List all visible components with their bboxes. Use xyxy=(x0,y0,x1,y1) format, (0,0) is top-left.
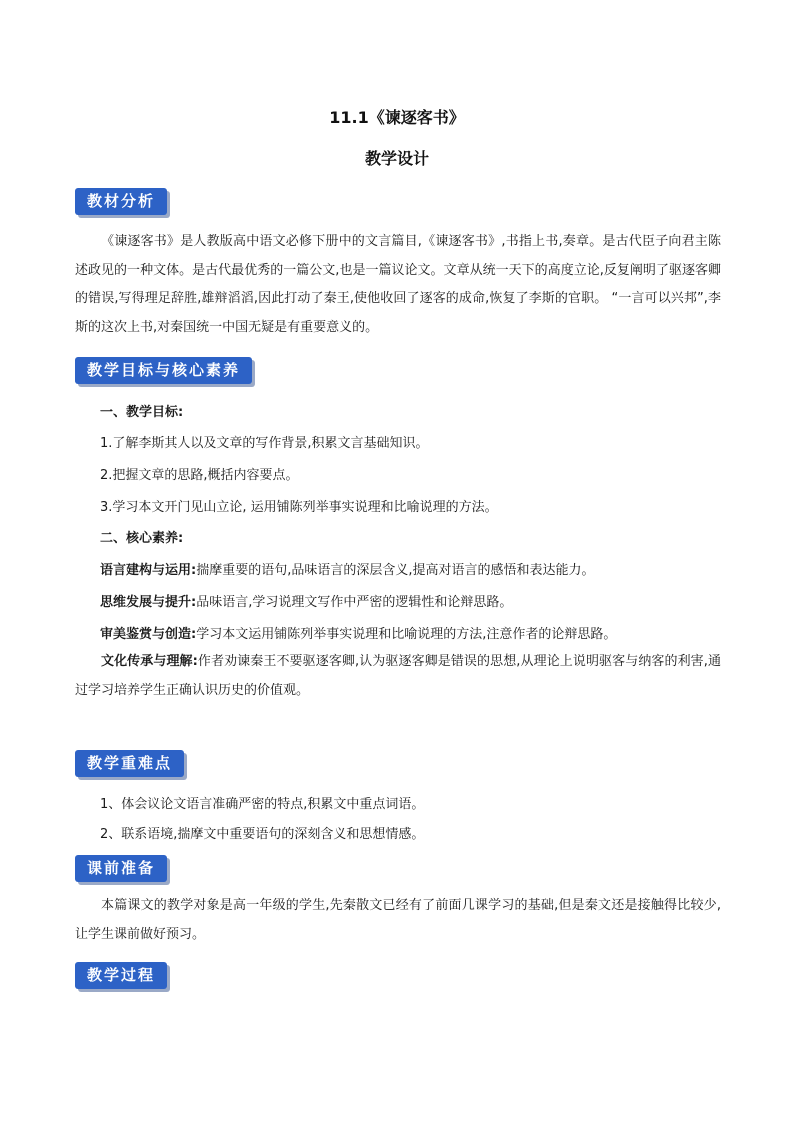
section-heading-difficulty: 教学重难点 xyxy=(75,750,184,777)
document-title: 11.1《谏逐客书》 xyxy=(329,108,465,127)
core-item-label: 文化传承与理解: xyxy=(101,654,198,669)
core-item xyxy=(100,623,740,642)
core-item-text: 作者劝谏秦王不要驱逐客卿,认为驱逐客卿是错误的思想,从理论上说明驱客与纳客的利害,通过学习培养学生正确认识历史的价值观。 xyxy=(75,654,721,698)
core-title: 二、核心素养: xyxy=(100,531,184,546)
core-item-label: 审美鉴赏与创造: xyxy=(100,627,197,642)
goal-item: 2.把握文章的思路,概括内容要点。 xyxy=(100,468,299,483)
prep-paragraph: 本篇课文的教学对象是高一年级的学生,先秦散文已经有了前面几课学习的基础,但是秦文还是接触得比较少,让学生课前做好预习。 xyxy=(75,898,721,942)
difficulty-item: 2、联系语境,揣摩文中重要语句的深刻含义和思想情感。 xyxy=(100,827,425,842)
section-heading-goals: 教学目标与核心素养 xyxy=(75,357,252,384)
core-item-text: 品味语言,学习说理文写作中严密的逻辑性和论辩思路。 xyxy=(196,595,513,610)
core-item xyxy=(100,559,740,578)
section-heading-analysis: 教材分析 xyxy=(75,188,167,215)
core-item-label: 思维发展与提升: xyxy=(100,595,197,610)
section-heading-process: 教学过程 xyxy=(75,962,167,989)
goal-title: 一、教学目标: xyxy=(100,405,184,420)
goal-item: 3.学习本文开门见山立论, 运用铺陈列举事实说理和比喻说理的方法。 xyxy=(100,500,498,515)
core-item xyxy=(75,648,721,705)
analysis-paragraph: 《谏逐客书》是人教版高中语文必修下册中的文言篇目,《谏逐客书》,书指上书,奏章。是古代臣子向君主陈述政见的一种文体。是古代最优秀的一篇公文,也是一篇议论文。文章从统一天下的高度立论,反复阐明了驱逐客卿的错误,写得理足辞胜,雄辩滔滔,因此打动了秦王,使他收回了逐客的成命,恢复了李斯的官职。 “一言可以兴邦”,李斯的这次上书,对秦国统一中国无疑是有重要意义的。 xyxy=(75,234,721,335)
core-item-text: 揣摩重要的语句,品味语言的深层含义,提高对语言的感悟和表达能力。 xyxy=(196,563,595,578)
core-item xyxy=(100,591,740,610)
document-subtitle: 教学设计 xyxy=(364,149,429,168)
section-heading-prep: 课前准备 xyxy=(75,855,167,882)
core-item-text: 学习本文运用铺陈列举事实说理和比喻说理的方法,注意作者的论辩思路。 xyxy=(196,627,617,642)
core-item-label: 语言建构与运用: xyxy=(100,563,197,578)
difficulty-item: 1、体会议论文语言准确严密的特点,积累文中重点词语。 xyxy=(100,797,425,812)
goal-item: 1.了解李斯其人以及文章的写作背景,积累文言基础知识。 xyxy=(100,436,429,451)
